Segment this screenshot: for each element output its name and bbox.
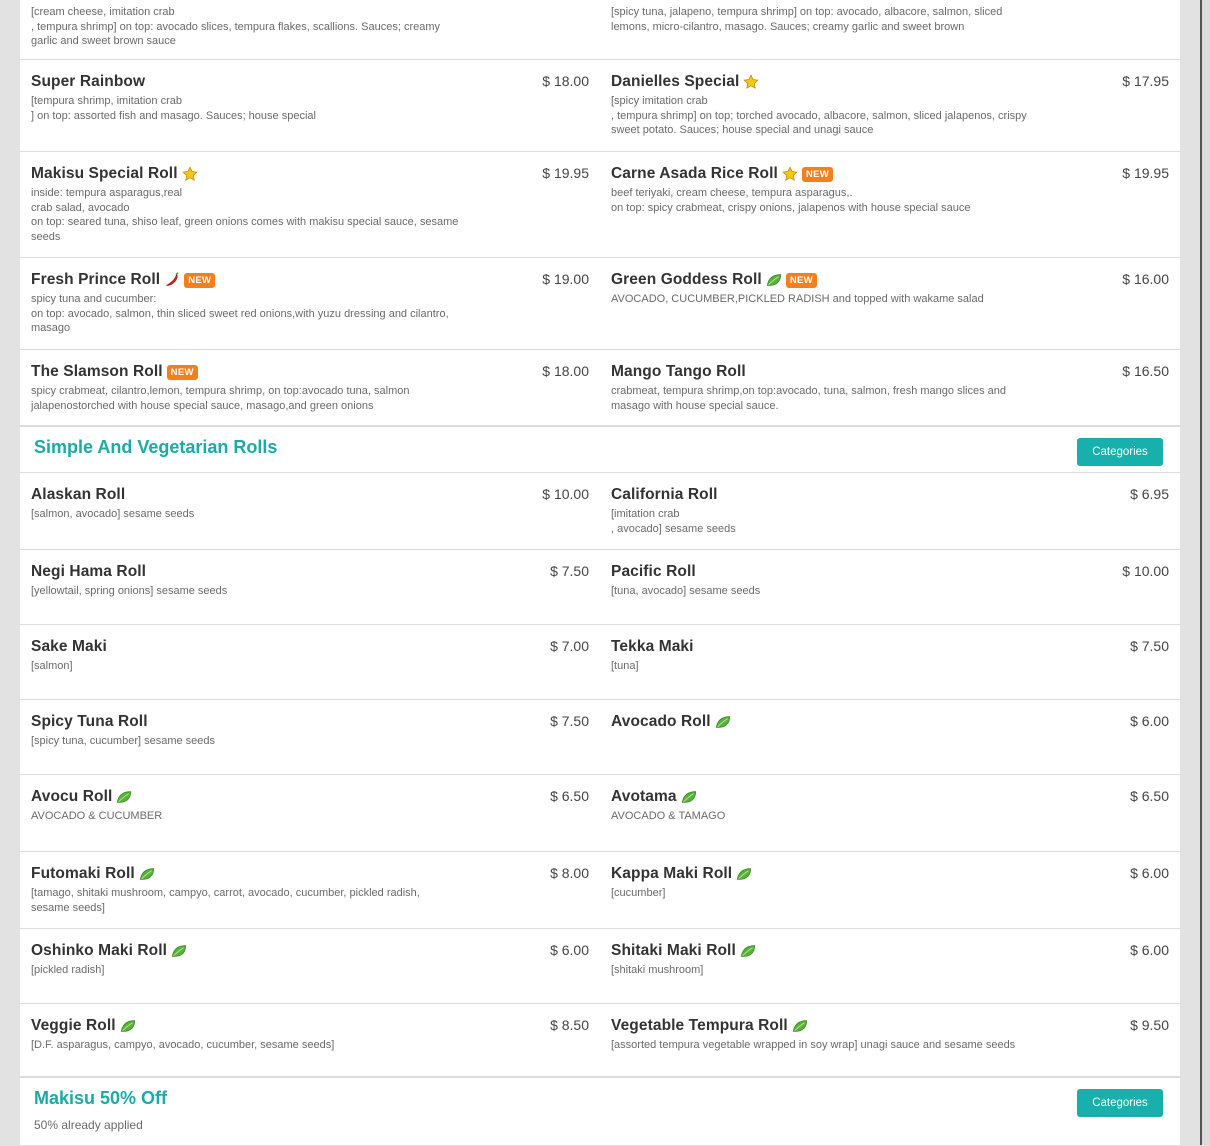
item-name: Pacific Roll [611, 563, 696, 580]
item-price: $ 7.50 [550, 713, 589, 729]
menu-item[interactable] [600, 152, 1180, 257]
item-name-row [31, 72, 589, 92]
star-icon [782, 166, 798, 182]
menu-item[interactable] [20, 350, 600, 425]
item-price: $ 6.50 [1130, 788, 1169, 804]
item-name: The Slamson Roll [31, 363, 163, 380]
new-badge: NEW [167, 365, 198, 380]
item-description: [spicy imitation crab , tempura shrimp] on top; torched avocado, albacore, salmon, sliced jalapenos, crispy sweet potato. Sauces; house special and unagi sauce [611, 95, 1027, 136]
item-name-row [31, 864, 589, 884]
menu-item[interactable] [600, 852, 1180, 928]
menu-item[interactable] [600, 775, 1180, 851]
item-name-row [611, 712, 1169, 732]
item-name: Super Rainbow [31, 73, 146, 90]
section-title: Makisu 50% Off [34, 1088, 168, 1108]
item-name-row [611, 72, 1169, 92]
item-name-row [31, 362, 589, 382]
item-description: AVOCADO & TAMAGO [611, 810, 726, 822]
item-name: Carne Asada Rice Roll [611, 165, 778, 182]
menu-row [20, 700, 1180, 775]
leaf-icon [116, 790, 132, 804]
item-name-row [611, 362, 1169, 382]
item-description: [yellowtail, spring onions] sesame seeds [31, 585, 228, 597]
menu-item[interactable] [600, 258, 1180, 349]
item-description: [tuna, avocado] sesame seeds [611, 585, 761, 597]
leaf-icon [139, 867, 155, 881]
item-name-row [611, 637, 1169, 657]
section-header-simple-vegetarian [20, 426, 1180, 473]
item-price: $ 10.00 [542, 486, 589, 502]
item-name-row [31, 941, 589, 961]
item-description: [spicy tuna, jalapeno, tempura shrimp] on top: avocado, albacore, salmon, sliced lemons, micro-cilantro, masago. Sauces; creamy garlic and sweet brown [611, 6, 1003, 33]
item-name-row [31, 270, 589, 290]
item-description: AVOCADO, CUCUMBER,PICKLED RADISH and topped with wakame salad [611, 293, 984, 305]
scrollbar-thumb[interactable] [1200, 0, 1202, 1145]
item-name: Veggie Roll [31, 1017, 116, 1034]
item-description: [shitaki mushroom] [611, 964, 704, 976]
item-name: Kappa Maki Roll [611, 865, 733, 882]
section-header-makisu-50-off [20, 1077, 1180, 1146]
leaf-icon [766, 273, 782, 287]
item-name-row [31, 485, 589, 505]
categories-button[interactable]: Categories [1077, 1089, 1163, 1117]
item-description: [pickled radish] [31, 964, 105, 976]
menu-item[interactable] [20, 625, 600, 699]
item-price: $ 16.50 [1122, 363, 1169, 379]
item-price: $ 6.95 [1130, 486, 1169, 502]
menu-row [20, 473, 1180, 550]
item-description: [spicy tuna, cucumber] sesame seeds [31, 735, 216, 747]
item-name-row [611, 941, 1169, 961]
item-name-row [611, 864, 1169, 884]
item-name: Tekka Maki [611, 638, 694, 655]
menu-item[interactable] [600, 1004, 1180, 1076]
menu-row [20, 852, 1180, 929]
new-badge: NEW [786, 273, 817, 288]
item-name: Spicy Tuna Roll [31, 713, 148, 730]
item-name: Makisu Special Roll [31, 165, 178, 182]
item-name-row [611, 270, 1169, 290]
item-price: $ 6.00 [1130, 942, 1169, 958]
item-price: $ 9.50 [1130, 1017, 1169, 1033]
item-description: [imitation crab , avocado] sesame seeds [611, 508, 736, 535]
item-description: inside: tempura asparagus,real crab salad, avocado on top: seared tuna, shiso leaf, green onions comes with makisu special sauce, sesame seeds [31, 187, 459, 243]
leaf-icon [740, 944, 756, 958]
item-price: $ 8.50 [550, 1017, 589, 1033]
item-description: [tempura shrimp, imitation crab ] on top: assorted fish and masago. Sauces; house special [31, 95, 316, 122]
leaf-icon [792, 1019, 808, 1033]
chili-pepper-icon [164, 272, 180, 288]
item-description: spicy crabmeat, cilantro,lemon, tempura shrimp, on top:avocado tuna, salmon jalapenostorched with house special sauce, masago,and green onions [31, 385, 410, 412]
item-price: $ 19.00 [542, 271, 589, 287]
item-price: $ 19.95 [542, 165, 589, 181]
item-name-row [611, 485, 1169, 505]
menu-item[interactable] [600, 0, 1180, 59]
item-price: $ 6.00 [1130, 713, 1169, 729]
item-name: California Roll [611, 486, 718, 503]
menu-item[interactable] [600, 550, 1180, 624]
item-name-row [31, 637, 589, 657]
menu-row [20, 1004, 1180, 1077]
item-description: [cucumber] [611, 887, 666, 899]
menu-row [20, 350, 1180, 426]
leaf-icon [736, 867, 752, 881]
menu-item[interactable] [600, 473, 1180, 549]
item-name: Alaskan Roll [31, 486, 126, 503]
item-description: [assorted tempura vegetable wrapped in soy wrap] unagi sauce and sesame seeds [611, 1039, 1016, 1051]
item-price: $ 18.00 [542, 73, 589, 89]
menu-row [20, 60, 1180, 152]
section-title: Simple And Vegetarian Rolls [34, 437, 278, 457]
item-price: $ 18.00 [542, 363, 589, 379]
special-rolls-list [20, 60, 1180, 426]
menu-item[interactable] [600, 700, 1180, 774]
item-price: $ 17.95 [1122, 73, 1169, 89]
menu-row-top [20, 0, 1180, 60]
item-name: Avotama [611, 788, 677, 805]
item-name-row [31, 787, 589, 807]
item-price: $ 7.50 [1130, 638, 1169, 654]
menu-container [20, 0, 1180, 1146]
item-name-row [611, 164, 1169, 184]
menu-item[interactable] [20, 852, 600, 928]
categories-button[interactable]: Categories [1077, 438, 1163, 466]
menu-row [20, 258, 1180, 350]
menu-item[interactable] [20, 550, 600, 624]
item-name-row [31, 1016, 589, 1036]
star-icon [743, 74, 759, 90]
item-description: AVOCADO & CUCUMBER [31, 810, 163, 822]
new-badge: NEW [184, 273, 215, 288]
item-price: $ 10.00 [1122, 563, 1169, 579]
menu-item[interactable] [600, 60, 1180, 151]
item-name: Negi Hama Roll [31, 563, 147, 580]
item-name: Oshinko Maki Roll [31, 942, 168, 959]
item-price: $ 8.00 [550, 865, 589, 881]
item-name: Sake Maki [31, 638, 107, 655]
item-name: Mango Tango Roll [611, 363, 746, 380]
item-name: Green Goddess Roll [611, 271, 762, 288]
item-price: $ 7.50 [550, 563, 589, 579]
item-description: [D.F. asparagus, campyo, avocado, cucumber, sesame seeds] [31, 1039, 335, 1051]
item-description: spicy tuna and cucumber: on top: avocado, salmon, thin sliced sweet red onions,with yuzu dressing and cilantro, masago [31, 293, 449, 334]
item-description: [salmon] [31, 660, 73, 672]
menu-item[interactable] [600, 929, 1180, 1003]
item-description: [cream cheese, imitation crab , tempura shrimp] on top: avocado slices, tempura flakes, scallions. Sauces; creamy garlic and sweet brown sauce [31, 6, 441, 47]
item-price: $ 6.00 [1130, 865, 1169, 881]
menu-item[interactable] [20, 700, 600, 774]
item-name: Danielles Special [611, 73, 740, 90]
leaf-icon [715, 715, 731, 729]
item-name-row [31, 712, 589, 732]
item-name: Avocado Roll [611, 713, 711, 730]
item-name: Shitaki Maki Roll [611, 942, 736, 959]
star-icon [182, 166, 198, 182]
menu-item[interactable] [20, 473, 600, 549]
item-name: Fresh Prince Roll [31, 271, 161, 288]
menu-row [20, 929, 1180, 1004]
item-description: [tamago, shitaki mushroom, campyo, carrot, avocado, cucumber, pickled radish, sesame seeds] [31, 887, 420, 914]
item-name: Vegetable Tempura Roll [611, 1017, 788, 1034]
item-description: [tuna] [611, 660, 639, 672]
item-name: Avocu Roll [31, 788, 113, 805]
item-description: [salmon, avocado] sesame seeds [31, 508, 195, 520]
item-price: $ 6.50 [550, 788, 589, 804]
menu-item[interactable] [20, 929, 600, 1003]
menu-item[interactable] [20, 1004, 600, 1076]
menu-row [20, 625, 1180, 700]
menu-row [20, 775, 1180, 852]
leaf-icon [681, 790, 697, 804]
menu-item[interactable] [20, 60, 600, 151]
item-name-row [611, 562, 1169, 582]
item-description: beef teriyaki, cream cheese, tempura asparagus,. on top: spicy crabmeat, crispy onions, jalapenos with house special sauce [611, 187, 971, 214]
new-badge: NEW [802, 167, 833, 182]
item-price: $ 7.00 [550, 638, 589, 654]
item-name-row [31, 164, 589, 184]
item-name: Futomaki Roll [31, 865, 135, 882]
item-price: $ 16.00 [1122, 271, 1169, 287]
item-price: $ 19.95 [1122, 165, 1169, 181]
menu-item[interactable] [20, 258, 600, 349]
menu-item[interactable] [20, 0, 600, 59]
menu-item[interactable] [20, 152, 600, 257]
item-name-row [31, 562, 589, 582]
menu-item[interactable] [600, 625, 1180, 699]
menu-row [20, 152, 1180, 258]
leaf-icon [171, 944, 187, 958]
menu-item[interactable] [600, 350, 1180, 425]
leaf-icon [120, 1019, 136, 1033]
item-price: $ 6.00 [550, 942, 589, 958]
simple-vegetarian-rolls-list [20, 473, 1180, 1077]
item-name-row [611, 1016, 1169, 1036]
menu-item[interactable] [20, 775, 600, 851]
item-description: crabmeat, tempura shrimp,on top:avocado, tuna, salmon, fresh mango slices and masago with house special sauce. [611, 385, 1006, 412]
item-name-row [611, 787, 1169, 807]
menu-row [20, 550, 1180, 625]
section-subtitle: 50% already applied [34, 1118, 143, 1132]
